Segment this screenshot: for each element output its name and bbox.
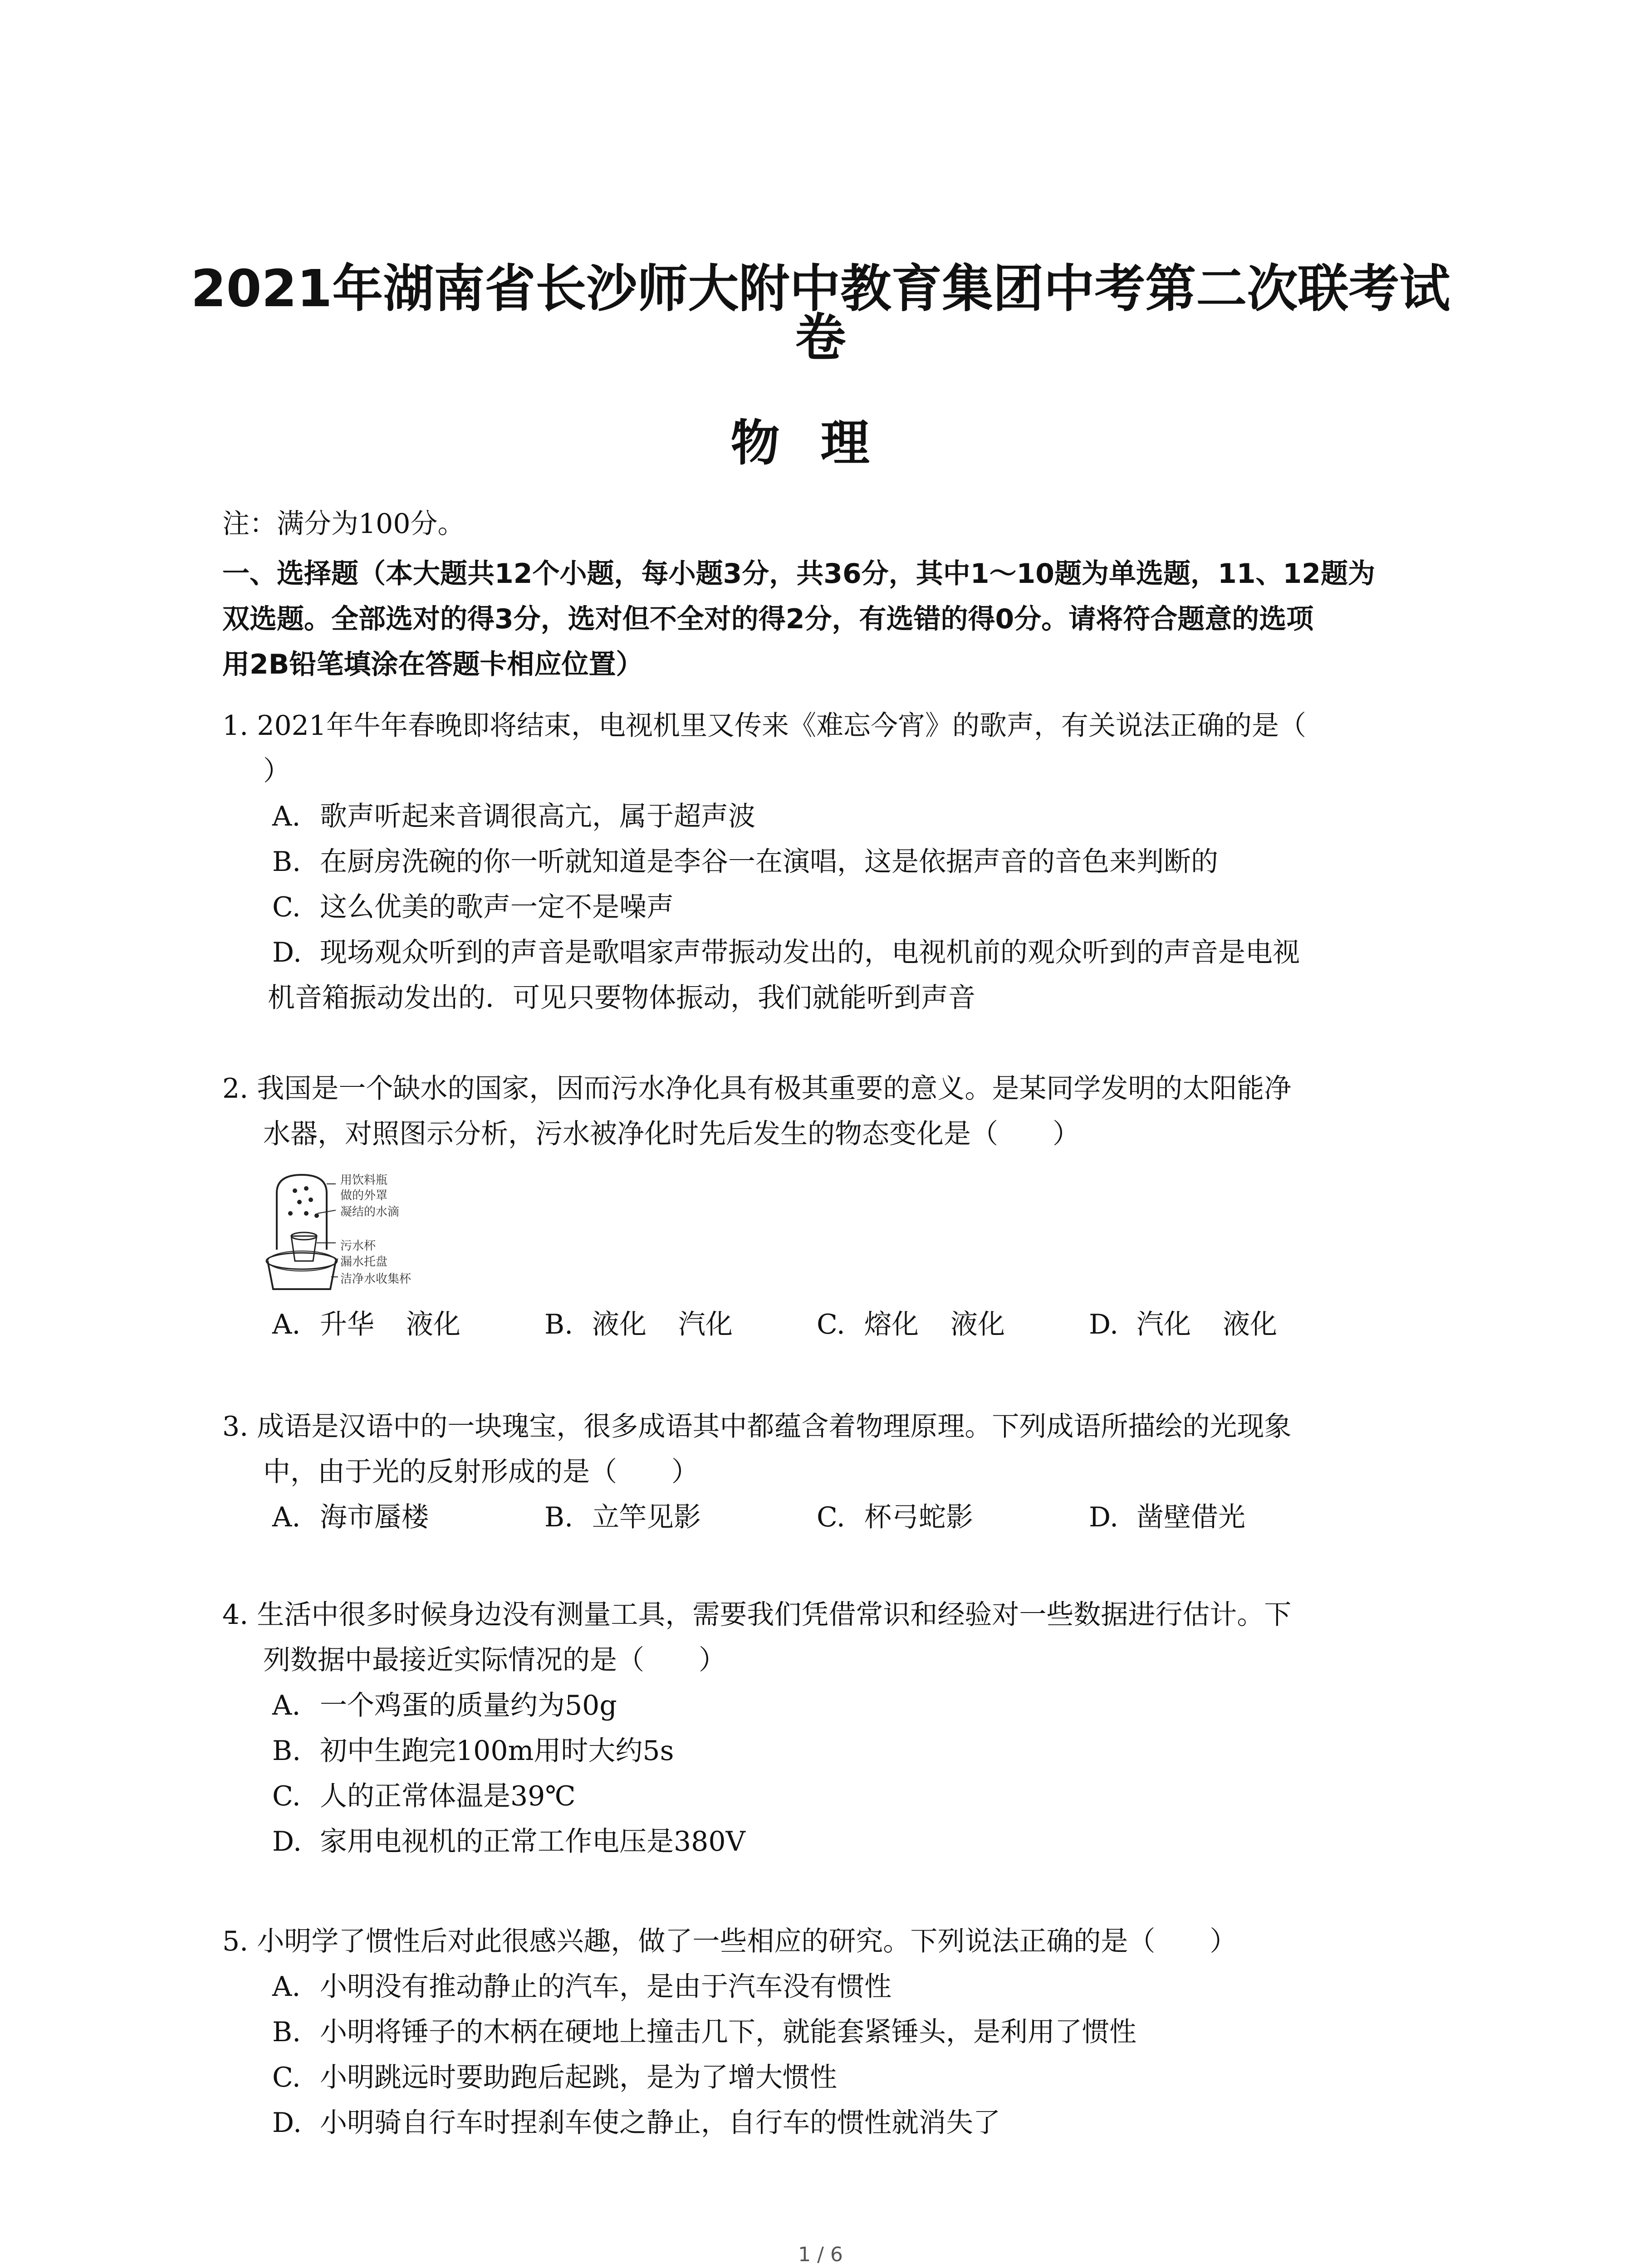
question-4-stem: 4. 生活中很多时候身边没有测量工具，需要我们凭借常识和经验对一些数据进行估计。下 [222, 1599, 1292, 1631]
option-letter: D. [272, 1826, 302, 1857]
option-text: 人的正常体温是39℃ [320, 1780, 576, 1812]
option-text: 凿壁借光 [1136, 1501, 1245, 1533]
question-3-option-d [1089, 1499, 1245, 1535]
figure-label-bottle: 用饮料瓶 [340, 1173, 388, 1187]
question-5-stem: 5. 小明学了惯性后对此很感兴趣，做了一些相应的研究。下列说法正确的是（ ） [222, 1926, 1237, 1957]
option-text: 这么优美的歌声一定不是噪声 [320, 891, 674, 923]
exam-title-line-1: 2021年湖南省长沙师大附中教育集团中考第二次联考试 [191, 259, 1450, 318]
figure-label-tray: 漏水托盘 [340, 1255, 388, 1269]
option-word-2: 汽化 [678, 1309, 733, 1340]
question-2-option-b [544, 1306, 733, 1343]
section-instructions-line-3: 用2B铅笔填涂在答题卡相应位置） [222, 649, 643, 680]
option-letter: A. [272, 1971, 301, 2003]
figure-label-dirty-cup: 污水杯 [340, 1239, 376, 1253]
option-text: 一个鸡蛋的质量约为50g [320, 1690, 617, 1721]
option-text: 小明骑自行车时捏刹车使之静止，自行车的惯性就消失了 [320, 2107, 1000, 2139]
question-5-option-d [272, 2105, 1000, 2141]
question-1-option-a [272, 798, 755, 835]
option-letter: C. [272, 2062, 301, 2093]
option-text: 立竿见影 [592, 1501, 701, 1533]
question-1-option-d-cont: 机音箱振动发出的．可见只要物体振动，我们就能听到声音 [268, 982, 975, 1014]
option-word-1: 汽化 [1136, 1309, 1191, 1340]
option-letter: D. [1089, 1501, 1119, 1533]
question-4-option-b [272, 1733, 674, 1769]
option-text: 小明没有推动静止的汽车，是由于汽车没有惯性 [320, 1971, 892, 2003]
option-text: 初中生跑完100m用时大约5s [320, 1735, 674, 1767]
question-4-option-a [272, 1687, 617, 1724]
option-letter: C. [817, 1309, 845, 1340]
question-1-option-b [272, 844, 1218, 880]
option-text: 小明跳远时要助跑后起跳，是为了增大惯性 [320, 2062, 837, 2093]
option-letter: C. [817, 1501, 845, 1533]
question-2-option-c [817, 1306, 1005, 1343]
option-text: 海市蜃楼 [320, 1501, 429, 1533]
score-note: 注：满分为100分。 [222, 508, 465, 540]
question-5-option-b [272, 2014, 1136, 2050]
option-letter: D. [272, 937, 302, 968]
option-word-1: 升华 [320, 1309, 374, 1340]
figure-label-collect-cup: 洁净水收集杯 [340, 1272, 411, 1286]
option-text: 现场观众听到的声音是歌唱家声带振动发出的，电视机前的观众听到的声音是电视 [320, 937, 1300, 968]
question-3-stem-cont: 中，由于光的反射形成的是（ ） [263, 1456, 699, 1488]
option-word-2: 液化 [950, 1309, 1005, 1340]
option-letter: B. [272, 2016, 301, 2048]
option-text: 家用电视机的正常工作电压是380V [320, 1826, 745, 1857]
option-letter: B. [272, 846, 301, 878]
option-text: 杯弓蛇影 [864, 1501, 973, 1533]
exam-title-line-2: 卷 [795, 308, 846, 367]
option-letter: D. [272, 2107, 302, 2139]
option-word-1: 液化 [592, 1309, 647, 1340]
question-5-option-a [272, 1969, 892, 2005]
option-word-2: 液化 [1223, 1309, 1277, 1340]
option-text: 小明将锤子的木柄在硬地上撞击几下，就能套紧锤头，是利用了惯性 [320, 2016, 1136, 2048]
question-1-stem: 1. 2021年牛年春晚即将结束，电视机里又传来《难忘今宵》的歌声，有关说法正确的是（ [222, 710, 1307, 742]
question-3-stem: 3. 成语是汉语中的一块瑰宝，很多成语其中都蕴含着物理原理。下列成语所描绘的光现象 [222, 1411, 1292, 1442]
question-1-stem-cont: ） [263, 755, 290, 787]
option-letter: B. [544, 1501, 573, 1533]
question-3-option-a [272, 1499, 429, 1535]
question-5-option-c [272, 2059, 837, 2096]
option-letter: B. [544, 1309, 573, 1340]
option-text: 在厨房洗碗的你一听就知道是李谷一在演唱，这是依据声音的音色来判断的 [320, 846, 1218, 878]
option-word-2: 液化 [406, 1309, 460, 1340]
section-instructions-line-1: 一、选择题（本大题共12个小题，每小题3分，共36分，其中1～10题为单选题，11、12题为 [222, 558, 1375, 590]
question-2-stem: 2. 我国是一个缺水的国家，因而污水净化具有极其重要的意义。是某同学发明的太阳能净 [222, 1073, 1292, 1105]
question-2-option-d [1089, 1306, 1277, 1343]
option-letter: A. [272, 1690, 301, 1721]
option-letter: B. [272, 1735, 301, 1767]
question-2-stem-cont: 水器，对照图示分析，污水被净化时先后发生的物态变化是（ ） [263, 1118, 1080, 1150]
section-instructions-line-2: 双选题。全部选对的得3分，选对但不全对的得2分，有选错的得0分。请将符合题意的选项 [222, 603, 1314, 635]
question-1-option-d [272, 934, 1300, 971]
question-4-stem-cont: 列数据中最接近实际情况的是（ ） [263, 1644, 726, 1676]
option-word-1: 熔化 [864, 1309, 919, 1340]
option-letter: C. [272, 1780, 301, 1812]
option-letter: A. [272, 1501, 301, 1533]
option-text: 歌声听起来音调很高亢，属于超声波 [320, 801, 755, 832]
option-letter: A. [272, 801, 301, 832]
question-4-option-d [272, 1823, 745, 1860]
question-3-option-b [544, 1499, 701, 1535]
option-letter: C. [272, 891, 301, 923]
figure-label-droplets: 凝结的水滴 [340, 1205, 400, 1219]
question-1-option-c [272, 889, 674, 925]
question-2-option-a [272, 1306, 460, 1343]
subject-heading: 物理 [730, 415, 911, 472]
option-letter: D. [1089, 1309, 1119, 1340]
figure-label-cover: 做的外罩 [340, 1189, 388, 1202]
question-3-option-c [817, 1499, 973, 1535]
question-4-option-c [272, 1778, 575, 1814]
page-number: 1 / 6 [798, 2243, 843, 2266]
option-letter: A. [272, 1309, 301, 1340]
